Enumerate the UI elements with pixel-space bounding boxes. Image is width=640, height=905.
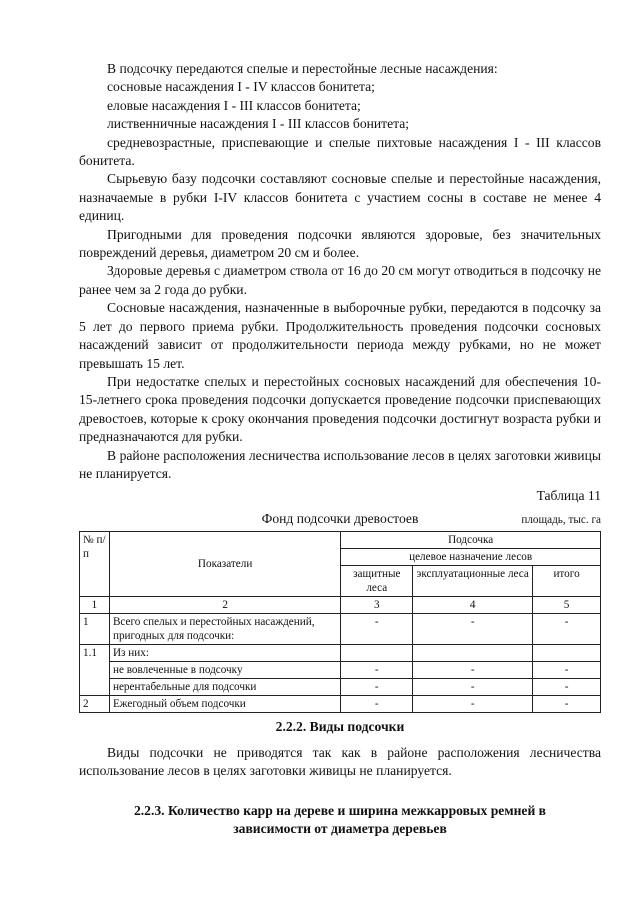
index-row — [80, 597, 601, 614]
paragraph: средневозрастные, приспевающие и спелые пихтовые насаждения I - III классов бонитета. — [79, 134, 601, 169]
paragraph: При недостатке спелых и перестойных сосновых насаждений для обеспечения 10-15-летнего срока проведения подсочки допускается проведение подсочки приспевающих древостоев, которые к сроку окончания проведения подсочки достигнут возраста рубки и предназначаются для рубки. — [79, 373, 601, 445]
row-value: - — [533, 679, 601, 696]
table-row — [80, 696, 601, 713]
paragraph: сосновые насаждения I - IV классов бонитета; — [107, 79, 375, 95]
paragraph: Сырьевую базу подсочки составляют сосновые спелые и перестойные насаждения, назначаемые в рубки I-IV классов бонитета с участием сосны в составе не менее 4 единиц. — [79, 171, 601, 224]
header-group: Подсочка — [341, 532, 601, 549]
header-num: № п/п — [80, 532, 110, 597]
paragraph: Виды подсочки не приводятся так как в районе расположения лесничества использование лесов в целях заготовки живицы не планируется. — [79, 745, 601, 779]
row-value: - — [413, 696, 533, 713]
row-label: Всего спелых и перестойных насаждений, пригодных для подсочки: — [109, 614, 340, 645]
table-row — [80, 614, 601, 645]
row-value: - — [533, 662, 601, 679]
row-num: 2 — [80, 696, 110, 713]
row-value — [341, 645, 413, 662]
header-subgroup: целевое назначение лесов — [341, 549, 601, 566]
row-value: - — [533, 614, 601, 645]
row-value: - — [341, 662, 413, 679]
paragraph: В районе расположения лесничества использование лесов в целях заготовки живицы не планируется. — [79, 447, 601, 481]
header-protective: защитные леса — [341, 566, 413, 597]
row-num: 1.1 — [80, 645, 110, 662]
index-cell: 5 — [533, 597, 601, 614]
row-label: не вовлеченные в подсочку — [109, 662, 340, 679]
row-label: нерентабельные для подсочки — [109, 679, 340, 696]
table-row — [80, 679, 601, 696]
header-exploitation: эксплуатационные леса — [413, 566, 533, 597]
table-units: площадь, тыс. га — [521, 514, 601, 526]
table-label: Таблица 11 — [536, 488, 601, 504]
row-value: - — [341, 679, 413, 696]
table-title: Фонд подсочки древостоев — [261, 510, 419, 526]
index-cell: 4 — [413, 597, 533, 614]
paragraph: В подсочку передаются спелые и перестойные лесные насаждения: — [107, 61, 498, 76]
row-num — [80, 679, 110, 696]
row-label: Из них: — [109, 645, 340, 662]
paragraph: Здоровые деревья с диаметром ствола от 16 до 20 см могут отводиться в подсочку не ранее чем за 2 года до рубки. — [79, 263, 601, 297]
heading-line: 2.2.3. Количество карр на дереве и ширина межкарровых ремней в — [133, 803, 547, 818]
section-heading-222: 2.2.2. Виды подсочки — [275, 719, 405, 734]
row-value: - — [533, 696, 601, 713]
paragraph: Пригодными для проведения подсочки являются здоровые, без значительных повреждений деревья, диаметром 20 см и более. — [79, 226, 601, 261]
row-value — [533, 645, 601, 662]
row-value — [413, 645, 533, 662]
index-cell: 1 — [80, 597, 110, 614]
row-value: - — [413, 662, 533, 679]
section-heading-223 — [79, 802, 601, 838]
row-num — [80, 662, 110, 679]
body-text — [79, 60, 601, 528]
row-label: Ежегодный объем подсочки — [109, 696, 340, 713]
table-row — [80, 645, 601, 662]
paragraph: лиственничные насаждения I - III классов бонитета; — [107, 116, 410, 132]
row-value: - — [413, 614, 533, 645]
fund-table — [79, 531, 601, 713]
row-num: 1 — [80, 614, 110, 645]
table-row — [80, 662, 601, 679]
row-value: - — [341, 696, 413, 713]
heading-line: зависимости от диаметра деревьев — [233, 821, 447, 836]
header-total: итого — [533, 566, 601, 597]
index-cell: 2 — [109, 597, 340, 614]
row-value: - — [341, 614, 413, 645]
paragraph: еловые насаждения I - III классов бонитета; — [107, 97, 361, 113]
header-indicators: Показатели — [109, 532, 340, 597]
row-value: - — [413, 679, 533, 696]
section-222-text — [79, 744, 601, 781]
index-cell: 3 — [341, 597, 413, 614]
paragraph: Сосновые насаждения, назначенные в выборочные рубки, передаются в подсочку за 5 лет до первого приема рубки. Продолжительность проведения подсочки сосновых насаждений зависит от продолжительности периода между рубками, но не может превышать 15 лет. — [79, 300, 601, 371]
